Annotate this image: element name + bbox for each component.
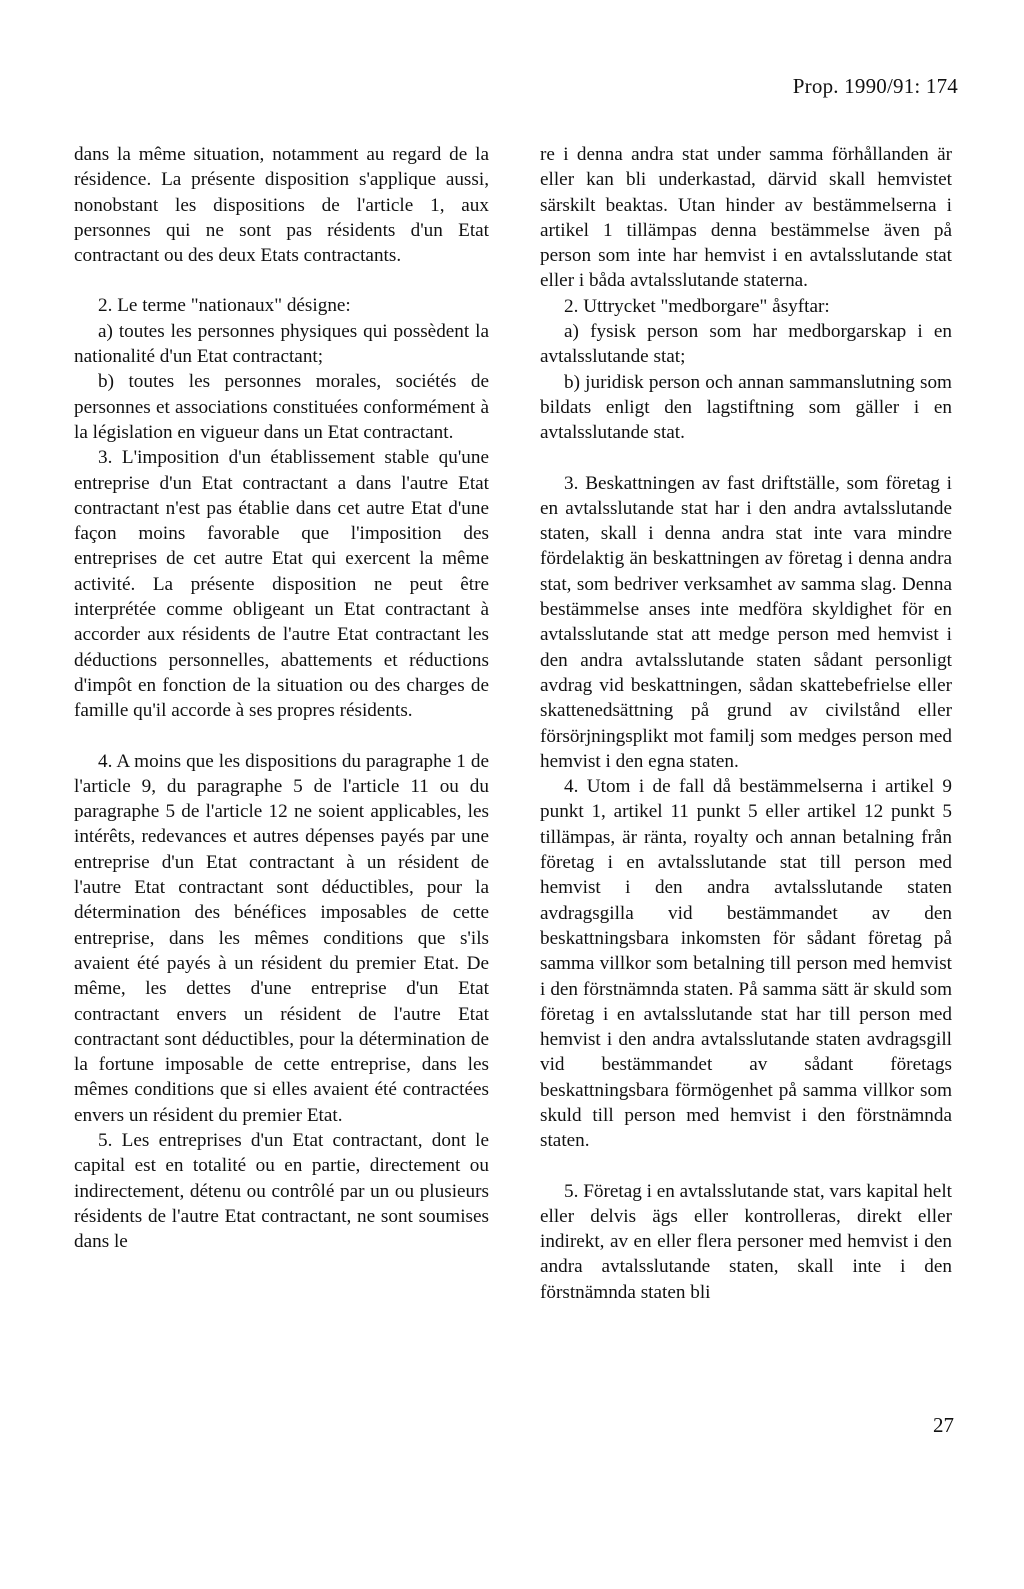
paragraph: 5. Företag i en avtalsslutande stat, vars kapital helt eller delvis ägs eller kontrolleras, direkt eller indirekt, av en eller flera personer med hemvist i den andra avtalsslutande staten, skall inte i den förstnämnda staten bli [540,1180,952,1303]
paragraph: re i denna andra stat under samma förhållanden är eller kan bli underkastad, därvid skall hemvistet särskilt beaktas. Utan hinder av bestämmelserna i artikel 1 tillämpas denna bestämmelse även på person som inte har hemvist i en avtalsslutande stat eller i båda avtalsslutande staterna. [540,144,952,292]
paragraph: b) toutes les personnes morales, sociétés de personnes et associations constituées conformément à la législation en vigueur dans un Etat contractant. [74,371,489,443]
paragraph: 2. Le terme "nationaux" désigne: [98,295,351,317]
paragraph: a) toutes les personnes physiques qui possèdent la nationalité d'un Etat contractant; [74,320,489,368]
paragraph: b) juridisk person och annan sammanslutning som bildats enligt den lagstiftning som gäller i en avtalsslutande stat. [540,371,952,444]
swedish-text-column [540,142,952,1305]
paragraph: 3. L'imposition d'un établissement stable qu'une entreprise d'un Etat contractant a dans l'autre Etat contractant n'est pas établie dans cet autre Etat d'une façon moins favorable que l'imposition des entreprises de cet autre Etat qui exercent la même activité. La présente disposition ne peut être interprétée comme obligeant un Etat contractant à accorder aux résidents de l'autre Etat contractant les déductions personnelles, abattements et réductions d'impôt en fonction de la situation ou des charges de famille qu'il accorde à ses propres résidents. [74,447,489,722]
paragraph: 2. Uttrycket "medborgare" åsyftar: [564,295,830,317]
paragraph: 3. Beskattningen av fast driftställe, som företag i en avtalsslutande stat har i den andra avtalsslutande staten, skall i denna andra stat inte vara mindre fördelaktig än beskattningen av företag i denna andra stat, som bedriver verksamhet av samma slag. Denna bestämmelse anses inte medföra skyldighet för en avtalsslutande stat att medge person med hemvist i den andra avtalsslutande staten sådant personligt avdrag vid beskattningen, sådan skattebefrielse eller skattenedsättning på grund av civilstånd eller försörjningsplikt mot familj som medges person med hemvist i den egna staten. [540,472,952,772]
paragraph: dans la même situation, notamment au regard de la résidence. La présente disposition s'applique aussi, nonobstant les dispositions de l'article 1, aux personnes qui ne sont pas résidents d'un Etat contractant ou des deux Etats contractants. [74,144,489,267]
page-number: 27 [933,1413,954,1437]
paragraph: 4. A moins que les dispositions du paragraphe 1 de l'article 9, du paragraphe 5 de l'article 11 ou du paragraphe 5 de l'article 12 ne soient applicables, les intérêts, redevances et autres dépenses payés par une entreprise d'un Etat contractant à un résident de l'autre Etat contractant sont déductibles, pour la détermination des bénéfices imposables de cette entreprise, dans les mêmes conditions que s'ils avaient été payés à un résident du premier Etat. De même, les dettes d'une entreprise d'un Etat contractant envers un résident de l'autre Etat contractant sont déductibles, pour la détermination de la fortune imposable de cette entreprise, dans les mêmes conditions que si elles avaient été contractées envers un résident du premier Etat. [74,750,489,1126]
paragraph: a) fysisk person som har medborgarskap i en avtalsslutande stat; [540,321,952,368]
paragraph: 5. Les entreprises d'un Etat contractant, dont le capital est en totalité ou en partie, directement ou indirectement, détenu ou contrôlé par un ou plusieurs résidents de l'autre Etat contractant, ne sont soumises dans le [74,1129,489,1253]
paragraph: 4. Utom i de fall då bestämmelserna i artikel 9 punkt 1, artikel 11 punkt 5 eller artikel 12 punkt 5 tillämpas, är ränta, royalty och annan betalning från företag i en avtalsslutande stat till person med hemvist i den andra avtalsslutande staten avdragsgilla vid bestämmandet av den beskattningsbara inkomsten för sådant företag på samma villkor som betalning till person med hemvist i den förstnämnda staten. På samma sätt är skuld som företag i en avtalsslutande stat har till person med hemvist i den andra avtalsslutande staten avdragsgill vid bestämmandet av sådant företags beskattningsbara förmögenhet på samma villkor som skuld till person med hemvist i den förstnämnda staten. [540,776,952,1152]
french-text-column [74,142,489,1254]
publication-reference: Prop. 1990/91: 174 [792,74,958,98]
